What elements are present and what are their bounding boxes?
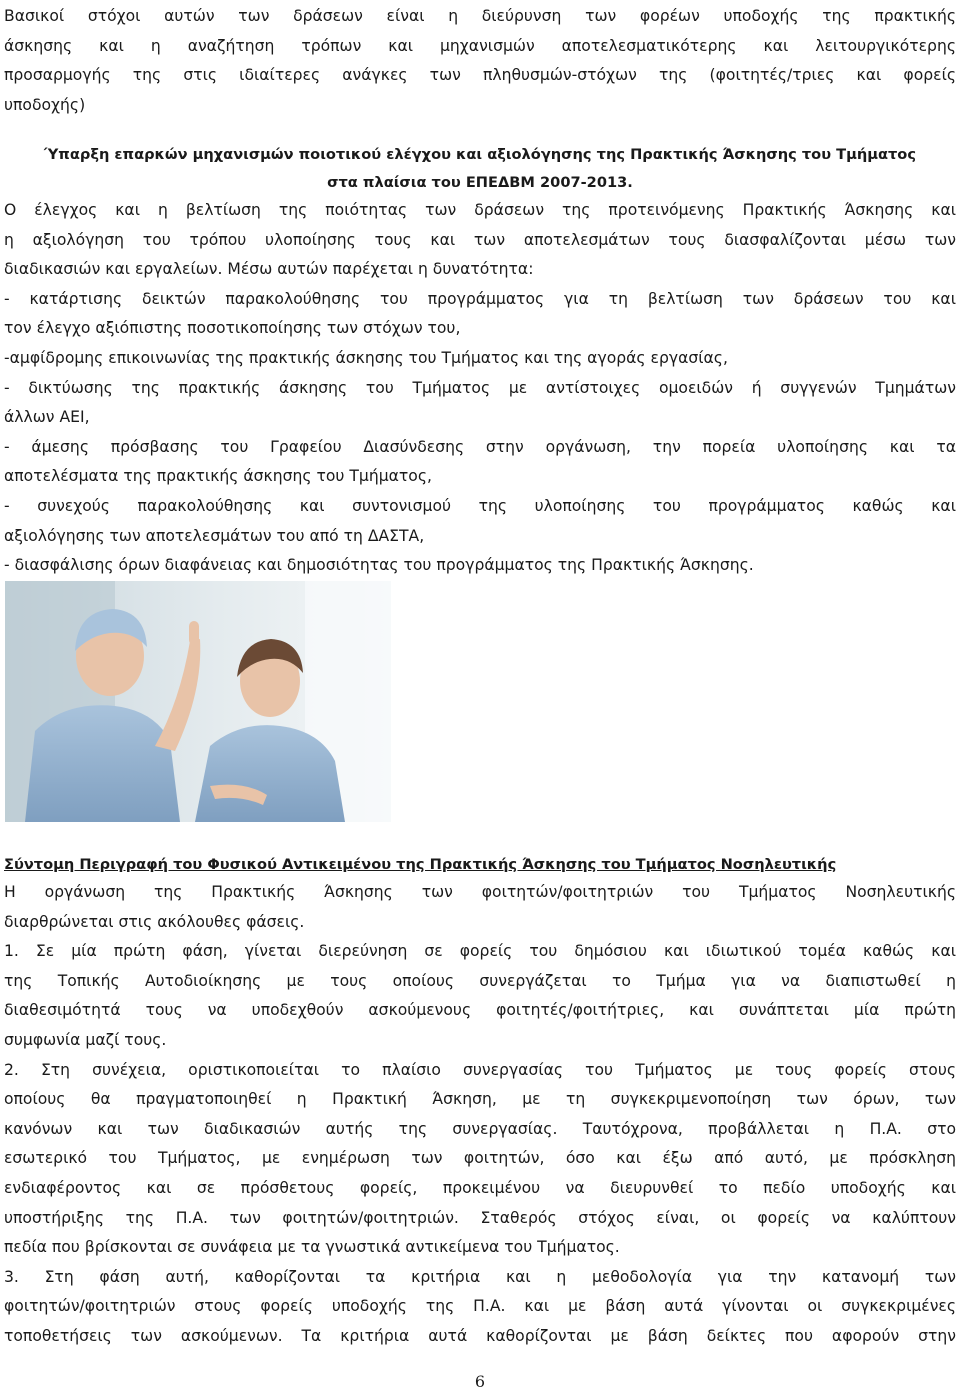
text-line: αποτελέσματα της πρακτικής άσκησης του Τμήματος,	[4, 467, 432, 486]
text-line: - κατάρτισης δεικτών παρακολούθησης του προγράμματος για τη βελτίωση των δράσεων του και	[4, 289, 956, 308]
heading-line: στα πλαίσια του ΕΠΕΔΒΜ 2007-2013.	[327, 174, 633, 191]
intro-paragraph	[4, 2, 956, 120]
text-line: προσαρμογής της στις ιδιαίτερες ανάγκες των πληθυσμών-στόχων της (φοιτητές/τριες και φορείς	[4, 66, 956, 85]
organization-paragraph	[4, 878, 956, 1352]
text-line: - δικτύωσης της πρακτικής άσκησης του Τμήματος με αντίστοιχες ομοειδών ή συγγενών Τμημάτων	[4, 378, 956, 397]
text-line: τοποθετήσεις των ασκούμενων. Τα κριτήρια αυτά καθορίζονται με βάση δείκτες που αφορούν στην	[4, 1326, 956, 1345]
text-line: 3. Στη φάση αυτή, καθορίζονται τα κριτήρια και η μεθοδολογία για την κατανομή των	[4, 1267, 956, 1286]
text-line: - άμεσης πρόσβασης του Γραφείου Διασύνδεσης στην οργάνωση, την πορεία υλοποίησης και τα	[4, 437, 956, 456]
text-line: φοιτητών/φοιτητριών στους φορείς υποδοχής της Π.Α. και με βάση αυτά γίνονται οι συγκεκριμένες	[4, 1297, 956, 1316]
text-line: Η οργάνωση της Πρακτικής Άσκησης των φοιτητών/φοιτητριών του Τμήματος Νοσηλευτικής	[4, 883, 956, 901]
text-line: πεδία που βρίσκονται σε συνάφεια με τα γνωστικά αντικείμενα του Τμήματος.	[4, 1238, 620, 1257]
text-line: τον έλεγχο αξιόπιστης ποσοτικοποίησης των στόχων του,	[4, 319, 461, 338]
text-line: υποδοχής)	[4, 95, 86, 114]
text-line: διαρθρώνεται στις ακόλουθες φάσεις.	[4, 912, 305, 931]
text-line: διαθεσιμότητά τους να υποδεχθούν ασκούμενους φοιτητές/φοιτήτριες, και συνάπτεται μία πρώτη	[4, 1001, 956, 1020]
text-line: - συνεχούς παρακολούθησης και συντονισμού της υλοποίησης του προγράμματος καθώς και	[4, 496, 956, 515]
nurses-photo	[5, 581, 391, 822]
section-heading	[4, 141, 956, 197]
quality-control-paragraph	[4, 196, 956, 581]
text-line: κανόνων και των διαδικασιών αυτής της συνεργασίας. Ταυτόχρονα, προβάλλεται η Π.Α. στο	[4, 1119, 956, 1138]
text-line: ενδιαφέροντος και σε πρόσθετους φορείς, προκειμένου να διευρυνθεί το πεδίο υποδοχής και	[4, 1178, 956, 1197]
text-line: αξιολόγησης των αποτελεσμάτων του από τη ΔΑΣΤΑ,	[4, 526, 425, 545]
text-line: της Τοπικής Αυτοδιοίκησης με τους οποίους συνεργάζεται το Τμήμα για να διαπιστωθεί η	[4, 971, 956, 990]
text-line: - διασφάλισης όρων διαφάνειας και δημοσιότητας του προγράμματος της Πρακτικής Άσκησης.	[4, 556, 754, 575]
text-line: οποίους θα πραγματοποιηθεί η Πρακτική Άσκηση, με τη συγκεκριμενοποίηση των όρων, των	[4, 1090, 956, 1109]
section-title: Σύντομη Περιγραφή του Φυσικού Αντικειμένου της Πρακτικής Άσκησης του Τμήματος Νοσηλευτικής	[4, 856, 837, 873]
text-line: άλλων ΑΕΙ,	[4, 408, 90, 427]
text-line: Βασικοί στόχοι αυτών των δράσεων είναι η διεύρυνση των φορέων υποδοχής της πρακτικής	[4, 7, 956, 25]
text-line: διαδικασιών και εργαλείων. Μέσω αυτών παρέχεται η δυνατότητα:	[4, 260, 534, 279]
heading-line: Ύπαρξη επαρκών μηχανισμών ποιοτικού ελέγχου και αξιολόγησης της Πρακτικής Άσκησης του Τμήματος	[44, 146, 916, 163]
text-line: εσωτερικό του Τμήματος, με ενημέρωση των φοιτητών, όσο και έξω από αυτό, με πρόσκληση	[4, 1149, 956, 1168]
text-line: -αμφίδρομης επικοινωνίας της πρακτικής άσκησης του Τμήματος και της αγοράς εργασίας,	[4, 348, 728, 367]
text-line: 1. Σε μία πρώτη φάση, γίνεται διερεύνηση σε φορείς του δημόσιου και ιδιωτικού τομέα καθώς και	[4, 942, 956, 961]
text-line: συμφωνία μαζί τους.	[4, 1030, 167, 1049]
text-line: υποστήριξης της Π.Α. των φοιτητών/φοιτητριών. Σταθερός στόχος είναι, οι φορείς να καλύπτουν	[4, 1208, 956, 1227]
text-line: η αξιολόγηση του τρόπου υλοποίησης τους και των αποτελεσμάτων τους διασφαλίζονται μέσω των	[4, 230, 956, 249]
page-number: 6	[474, 1372, 486, 1391]
text-line: άσκησης και η αναζήτηση τρόπων και μηχανισμών αποτελεσματικότερης και λειτουργικότερης	[4, 36, 956, 55]
text-line: Ο έλεγχος και η βελτίωση της ποιότητας των δράσεων της προτεινόμενης Πρακτικής Άσκησης και	[4, 201, 956, 219]
text-line: 2. Στη συνέχεια, οριστικοποιείται το πλαίσιο συνεργασίας του Τμήματος με τους φορείς στους	[4, 1060, 956, 1079]
